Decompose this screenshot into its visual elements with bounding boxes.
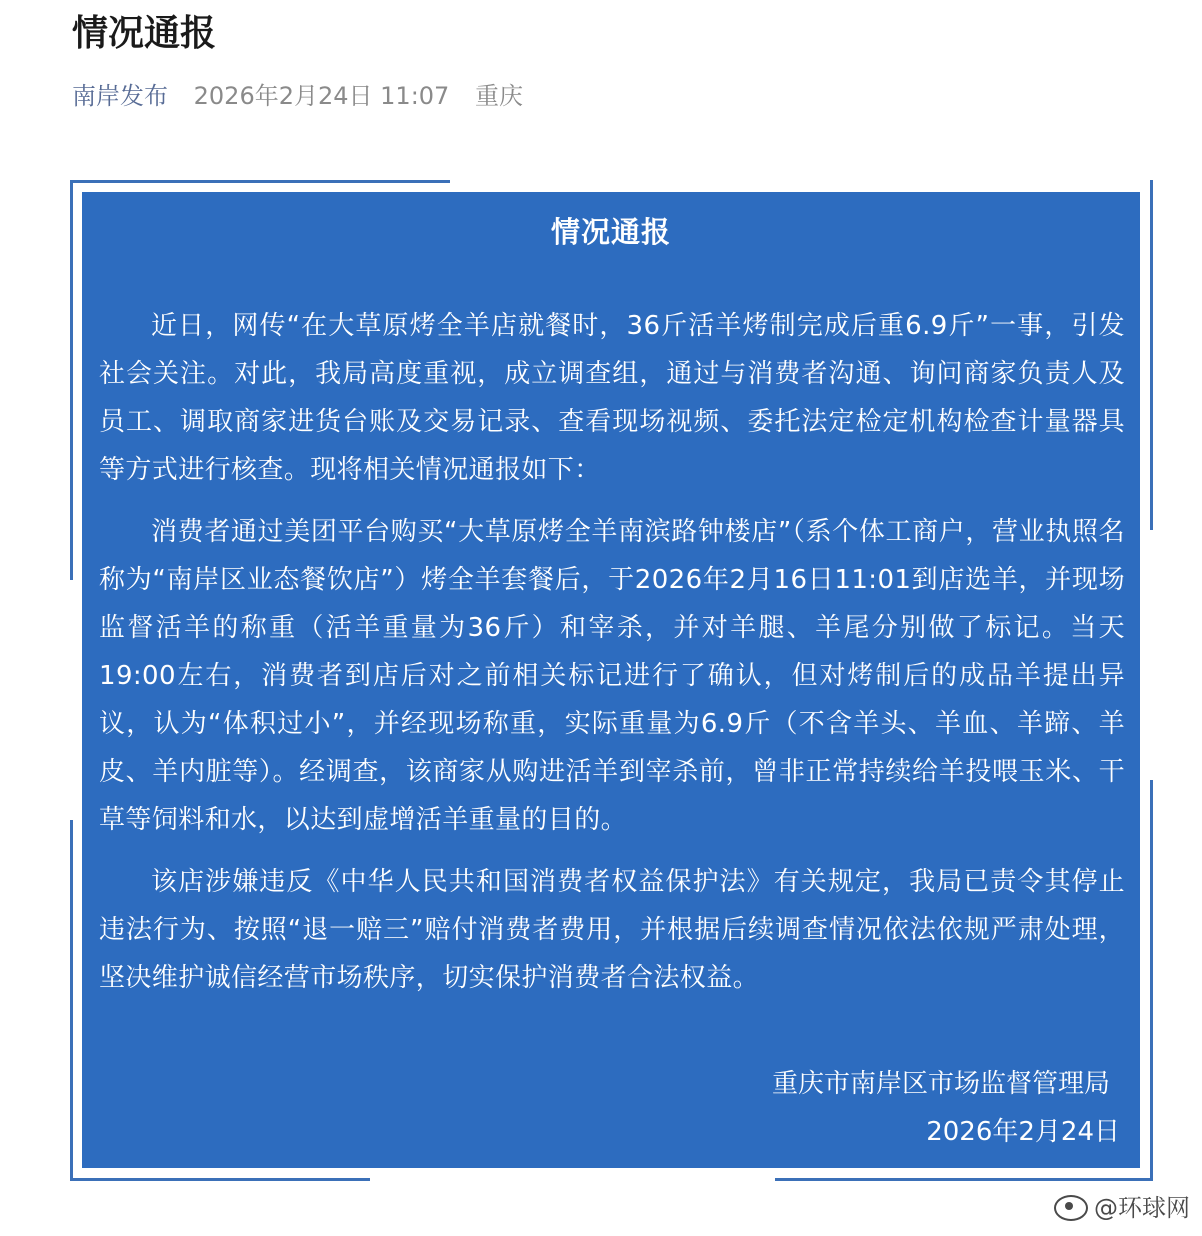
frame-line-right-lower: [1150, 780, 1153, 1180]
frame-line-bottom-left: [70, 1178, 370, 1181]
watermark: [1054, 1190, 1190, 1226]
weibo-icon: [1054, 1195, 1088, 1221]
notice-body: [99, 302, 1125, 1016]
frame-line-left-lower: [70, 820, 73, 1180]
frame-line-bottom: [775, 1178, 1153, 1181]
frame-line-right: [1150, 180, 1153, 530]
frame-line-top: [70, 180, 450, 183]
notice-paragraph-2: 消费者通过美团平台购买“大草原烤全羊南滨路钟楼店”（系个体工商户，营业执照名称为“南岸区业态餐饮店”）烤全羊套餐后，于2026年2月16日11:01到店选羊，并现场监督活羊的称重（活羊重量为36斤）和宰杀，并对羊腿、羊尾分别做了标记。当天19:00左右，消费者到店后对之前相关标记进行了确认，但对烤制后的成品羊提出异议，认为“体积过小”，并经现场称重，实际重量为6.9斤（不含羊头、羊血、羊蹄、羊皮、羊内脏等）。经调查，该商家从购进活羊到宰杀前，曾非正常持续给羊投喂玉米、干草等饲料和水，以达到虚增活羊重量的目的。: [99, 517, 1125, 835]
notice-paragraph-3: 该店涉嫌违反《中华人民共和国消费者权益保护法》有关规定，我局已责令其停止违法行为、按照“退一赔三”赔付消费者费用，并根据后续调查情况依法依规严肃处理，坚决维护诚信经营市场秩序，切实保护消费者合法权益。: [99, 867, 1125, 993]
notice-image: [82, 192, 1140, 1168]
frame-line-left: [70, 180, 73, 580]
article-meta: [72, 78, 523, 114]
publish-date: 2026年2月24日 11:07: [193, 82, 450, 110]
notice-signature: [772, 1060, 1120, 1156]
account-name-link[interactable]: 南岸发布: [72, 82, 168, 110]
publish-location: 重庆: [474, 82, 523, 110]
page-title: 情况通报: [72, 13, 217, 54]
signature-date: 2026年2月24日: [926, 1117, 1120, 1147]
signature-organization: 重庆市南岸区市场监督管理局: [771, 1069, 1110, 1099]
notice-paragraph-1: 近日，网传“在大草原烤全羊店就餐时，36斤活羊烤制完成后重6.9斤”一事，引发社会关注。对此，我局高度重视，成立调查组，通过与消费者沟通、询问商家负责人及员工、调取商家进货台账及交易记录、查看现场视频、委托法定检定机构检查计量器具等方式进行核查。现将相关情况通报如下：: [99, 311, 1125, 485]
watermark-text: @环球网: [1094, 1194, 1190, 1222]
notice-title: 情况通报: [550, 215, 671, 249]
